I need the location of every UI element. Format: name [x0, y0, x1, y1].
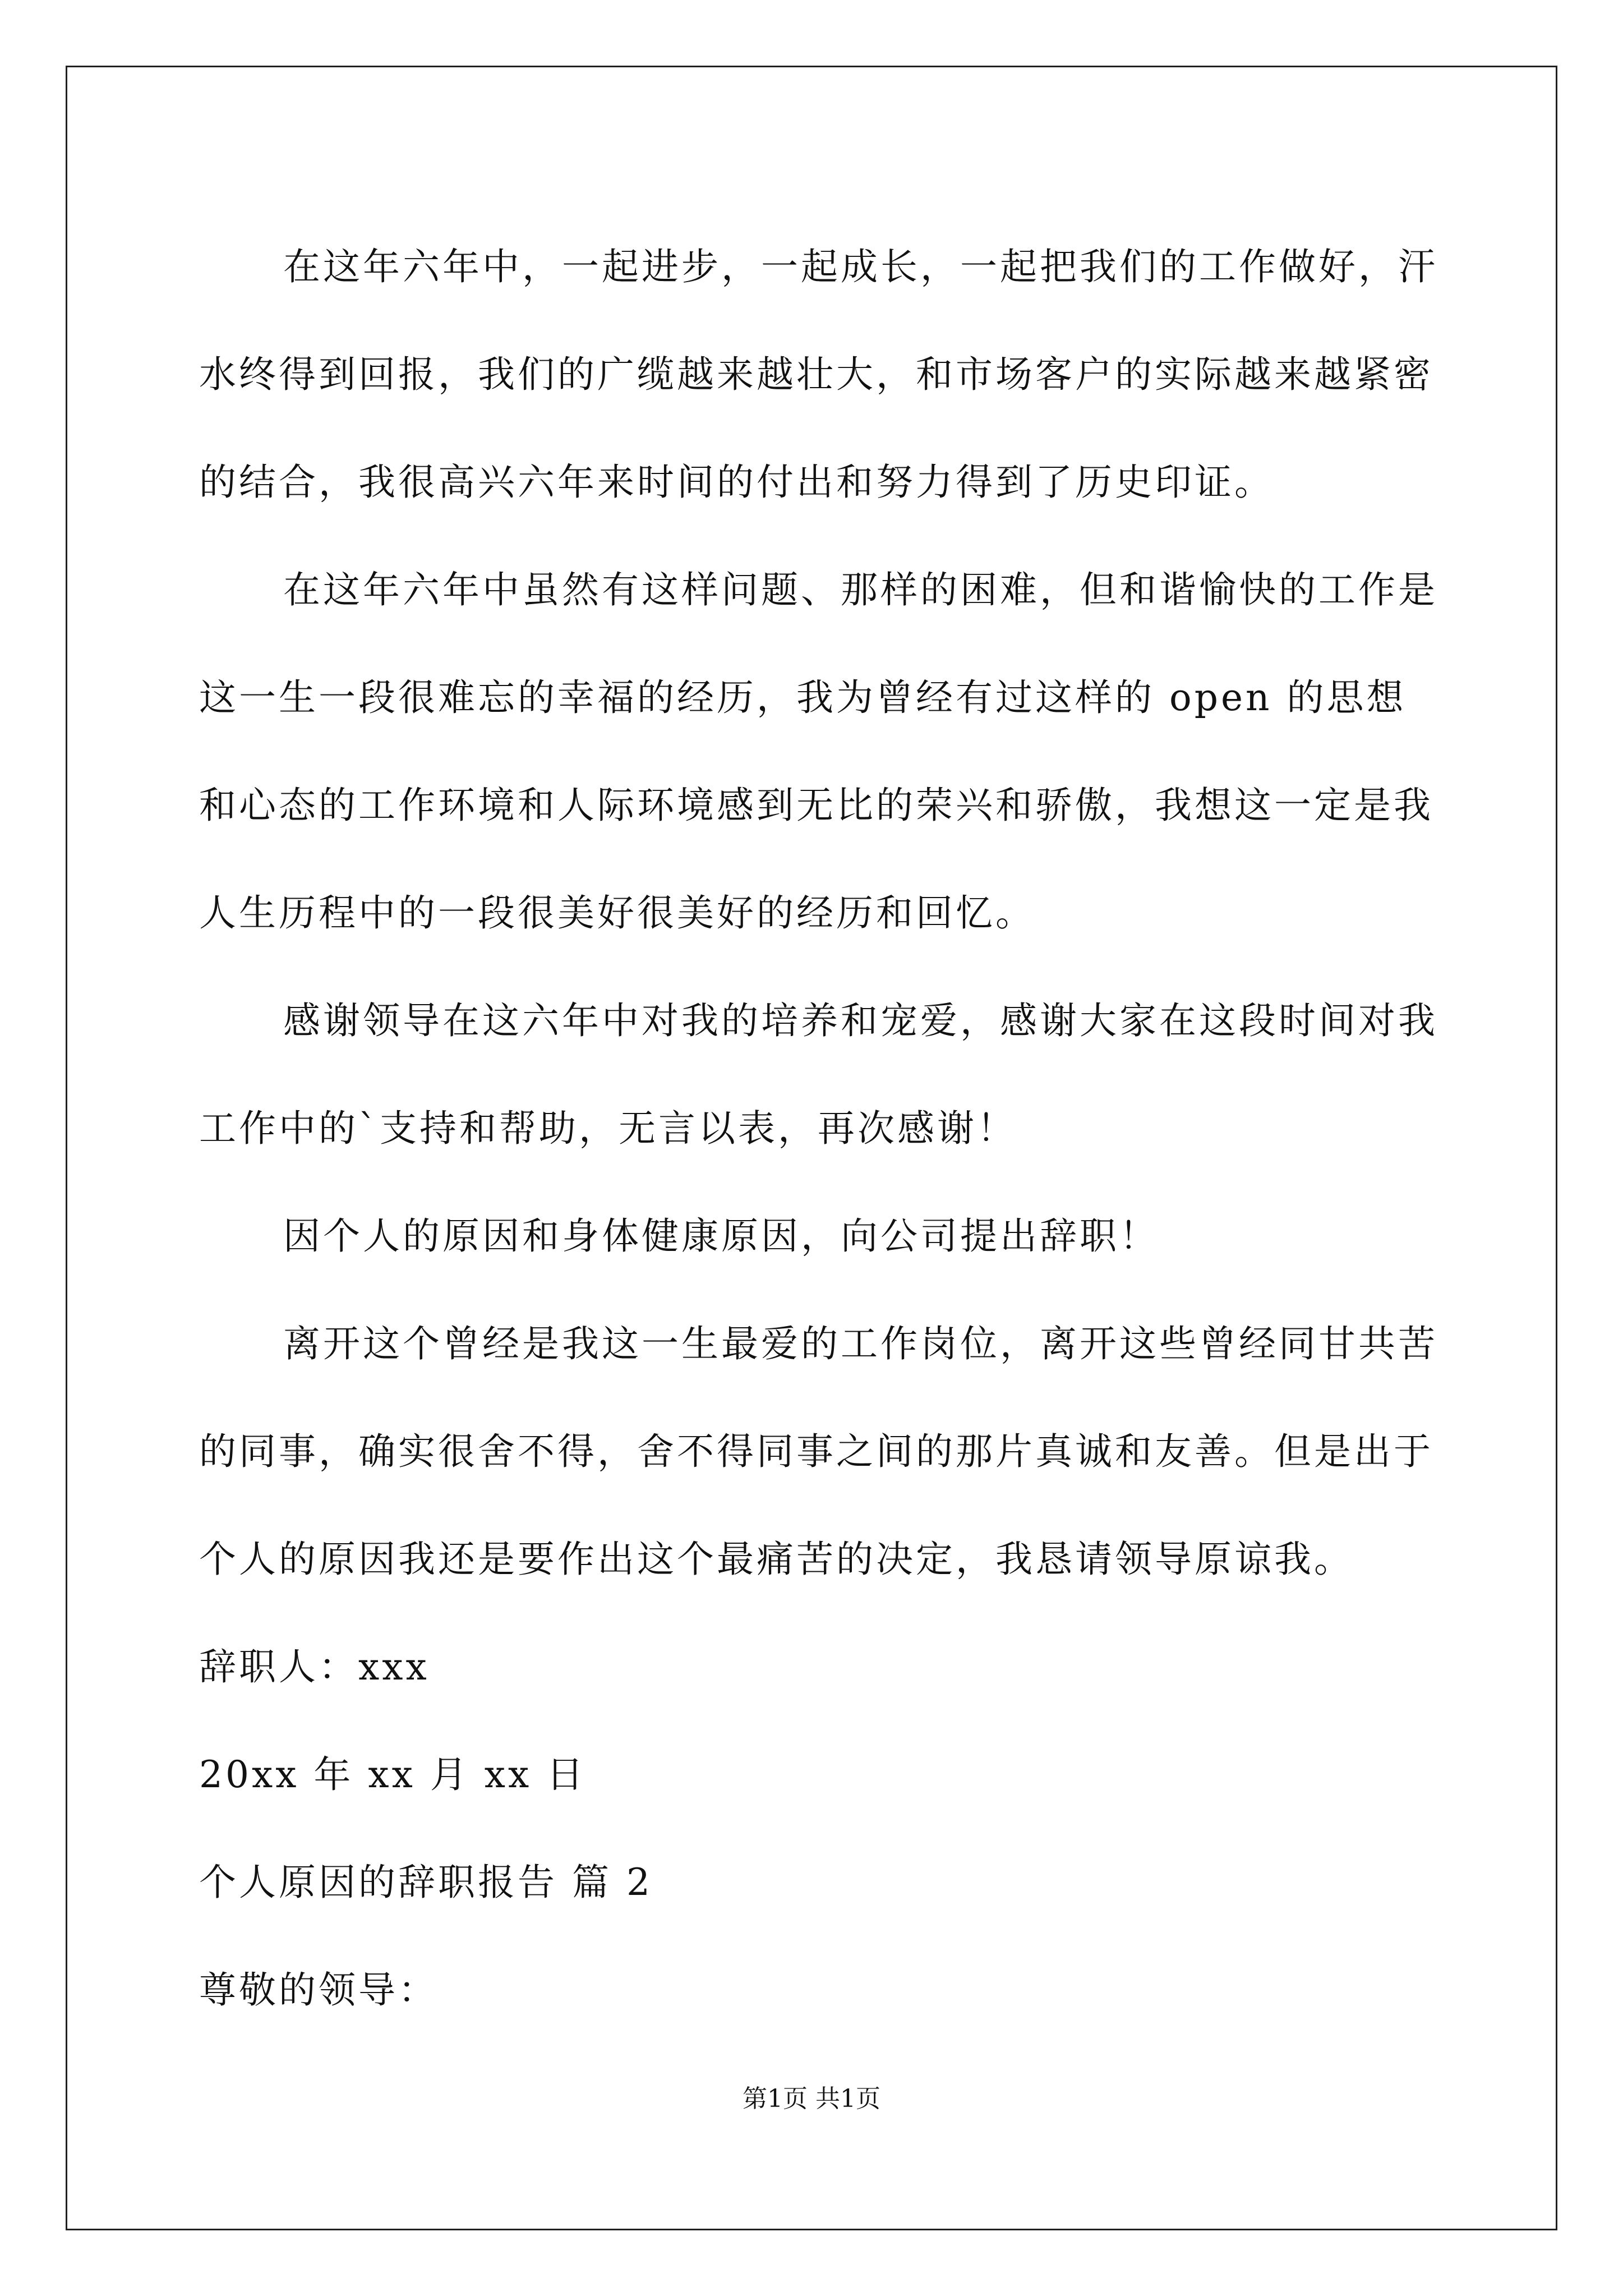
paragraph-3: 感谢领导在这六年中对我的培养和宠爱，感谢大家在这段时间对我工作中的`支持和帮助，无言以表，再次感谢！ [199, 999, 1438, 1150]
salutation: 尊敬的领导： [199, 1968, 438, 2012]
paragraph-2: 在这年六年中虽然有这样问题、那样的困难，但和谐愉快的工作是这一生一段很难忘的幸福的经历，我为曾经有过这样的 open 的思想和心态的工作环境和人际环境感到无比的荣兴和骄傲，我想这一定是我人生历程中的一段很美好很美好的经历和回忆。 [199, 568, 1438, 935]
document-body [199, 213, 1438, 2044]
paragraph-1: 在这年六年中，一起进步，一起成长，一起把我们的工作做好，汗水终得到回报，我们的广缆越来越壮大，和市场客户的实际越来越紧密的结合，我很高兴六年来时间的付出和努力得到了历史印证。 [199, 245, 1438, 504]
section-title: 个人原因的辞职报告 篇 2 [199, 1861, 653, 1904]
date-line: 20xx 年 xx 月 xx 日 [199, 1753, 587, 1796]
signature-line: 辞职人：xxx [199, 1645, 430, 1688]
paragraph-4: 因个人的原因和身体健康原因，向公司提出辞职！ [283, 1214, 1159, 1258]
paragraph-5: 离开这个曾经是我这一生最爱的工作岗位，离开这些曾经同甘共苦的同事，确实很舍不得，舍不得同事之间的那片真诚和友善。但是出于个人的原因我还是要作出这个最痛苦的决定，我恳请领导原谅我。 [199, 1322, 1438, 1581]
page-number-footer: 第1页 共1页 [743, 2085, 880, 2113]
